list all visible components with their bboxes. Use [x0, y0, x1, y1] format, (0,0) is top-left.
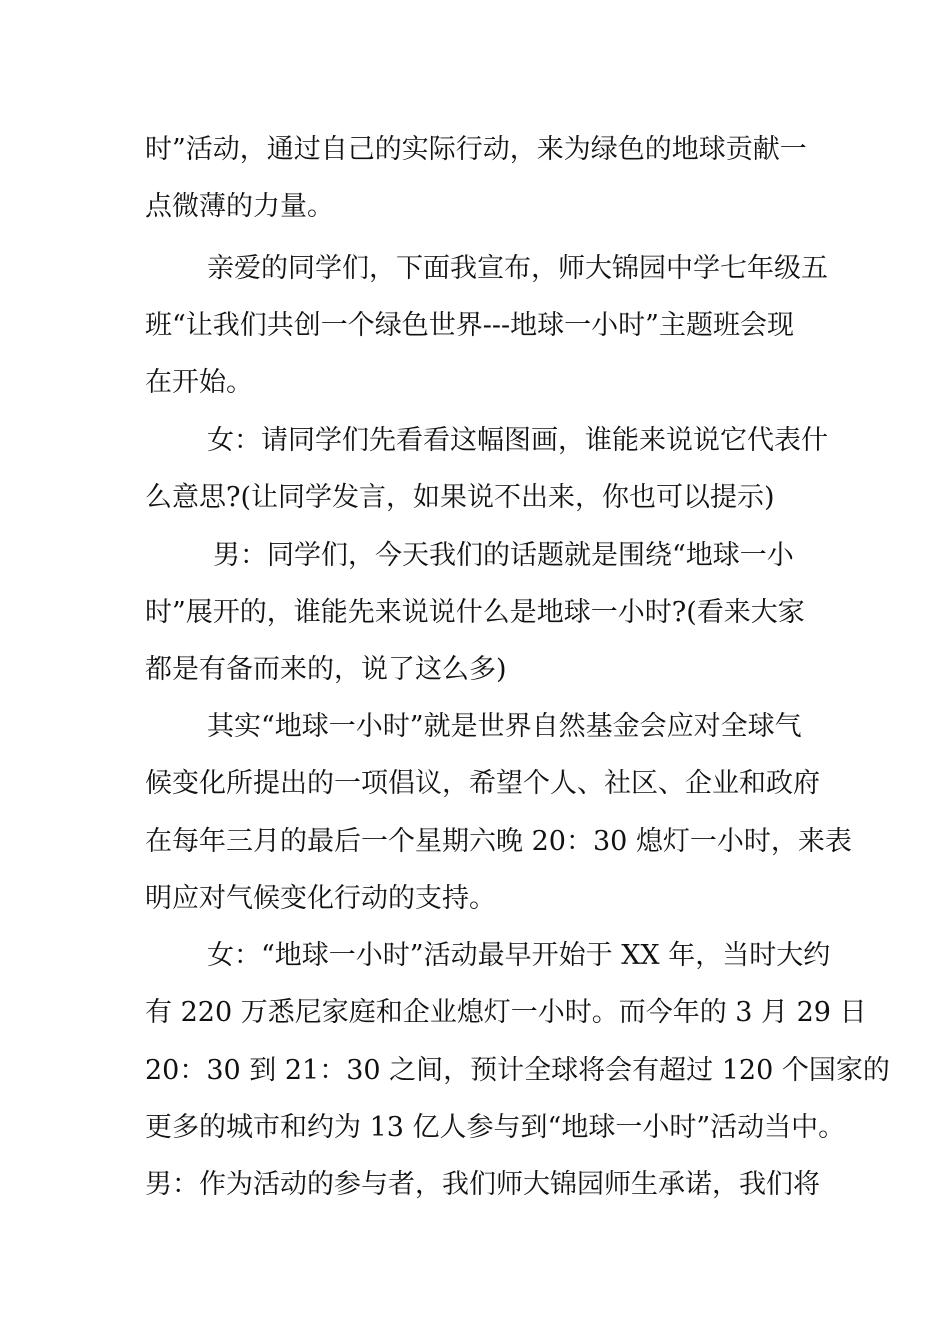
text-line: 20：30 到 21：30 之间，预计全球将会有超过 120 个国家的	[145, 1055, 890, 1086]
text-line: 时”活动，通过自己的实际行动，来为绿色的地球贡献一	[145, 134, 807, 165]
text-line: 在开始。	[145, 367, 253, 398]
text-line: 女：请同学们先看看这幅图画，谁能来说说它代表什	[207, 425, 828, 456]
text-line: 有 220 万悉尼家庭和企业熄灯一小时。而今年的 3 月 29 日	[145, 997, 867, 1028]
text-line: 明应对气候变化行动的支持。	[145, 883, 496, 914]
text-line: 在每年三月的最后一个星期六晚 20：30 熄灯一小时，来表	[145, 826, 852, 857]
text-line: 男：作为活动的参与者，我们师大锦园师生承诺，我们将	[145, 1169, 820, 1200]
text-line: 么意思?(让同学发言，如果说不出来，你也可以提示)	[145, 482, 775, 513]
text-line: 男：同学们，今天我们的话题就是围绕“地球一小	[213, 540, 794, 571]
text-line: 班“让我们共创一个绿色世界---地球一小时”主题班会现	[145, 310, 794, 341]
text-line: 亲爱的同学们，下面我宣布，师大锦园中学七年级五	[207, 253, 828, 284]
text-line: 点微薄的力量。	[145, 191, 334, 222]
text-line: 其实“地球一小时”就是世界自然基金会应对全球气	[207, 711, 802, 742]
text-line: 时”展开的，谁能先来说说什么是地球一小时?(看来大家	[145, 597, 805, 628]
text-line: 女：“地球一小时”活动最早开始于 XX 年，当时大约	[207, 940, 831, 971]
text-line: 都是有备而来的，说了这么多)	[145, 654, 507, 685]
text-line: 候变化所提出的一项倡议，希望个人、社区、企业和政府	[145, 768, 820, 799]
text-line: 更多的城市和约为 13 亿人参与到“地球一小时”活动当中。	[145, 1112, 846, 1143]
